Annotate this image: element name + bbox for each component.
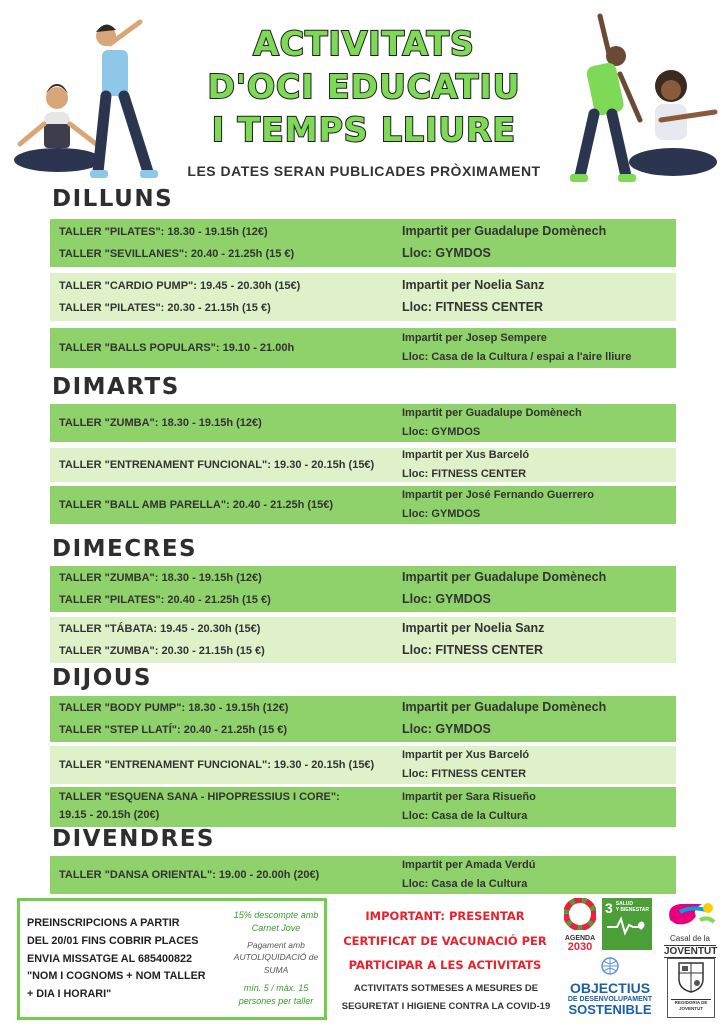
schedule-row	[50, 328, 676, 368]
municipal-crest-icon	[676, 961, 706, 993]
instructor: Impartit per Josep Sempere	[402, 331, 547, 344]
class-time: TALLER "ZUMBA": 20.30 - 21.15h (15 €)	[59, 645, 265, 657]
subtitle: LES DATES SERAN PUBLICADES PRÒXIMAMENT	[187, 163, 541, 179]
vaccination-notice	[333, 904, 557, 978]
instructor: Impartit per Noelia Sanz	[402, 621, 545, 636]
payment-note: Pagament amb AUTOLIQUIDACIÓ de SUMA	[233, 940, 319, 975]
casal-joventut-emblem-icon	[662, 898, 718, 930]
un-emblem-icon	[597, 956, 623, 976]
class-time: TALLER "ENTRENAMENT FUNCIONAL": 19.30 - 20.15h (15€)	[59, 759, 375, 771]
location: Lloc: FITNESS CENTER	[402, 300, 543, 314]
schedule-row	[50, 448, 676, 482]
instructor: Impartit per Guadalupe Domènech	[402, 406, 582, 419]
class-time: 19.15 - 20.15h (20€)	[59, 809, 160, 821]
class-time: TALLER "ZUMBA": 18.30 - 19.15h (12€)	[59, 417, 262, 429]
instructor: Impartit per Xus Barceló	[402, 748, 530, 761]
schedule-row	[50, 273, 676, 321]
location: Lloc: Casa de la Cultura	[402, 810, 528, 822]
location: Lloc: Casa de la Cultura / espai a l'aire lliure	[402, 351, 632, 363]
day-heading-dijous: DIJOUS	[52, 665, 153, 691]
location: Lloc: GYMDOS	[402, 722, 491, 736]
stretching-woman-illustration	[625, 64, 725, 184]
class-time: TALLER "PILATES": 20.40 - 21.25h (15 €)	[59, 594, 271, 606]
prereg-line: ENVIA MISSATGE AL 685400822	[27, 952, 193, 965]
casal-label: Casal de la	[669, 934, 711, 943]
instructor: Impartit per Guadalupe Domènech	[402, 700, 607, 715]
sdg3-subtitle: Y BIENESTAR	[615, 907, 649, 913]
covid-notice	[335, 980, 557, 1016]
notice-line: CERTIFICAT DE VACUNACIÓ PER	[343, 933, 547, 948]
header	[0, 0, 728, 185]
schedule-row	[50, 486, 676, 524]
casal-joventut-logo	[660, 898, 720, 957]
day-heading-divendres: DIVENDRES	[52, 826, 215, 852]
location: Lloc: GYMDOS	[402, 592, 491, 606]
preregistration-text	[27, 915, 227, 1004]
objectius-logo	[562, 956, 658, 1020]
day-heading-dimecres: DIMECRES	[52, 536, 198, 562]
location: Lloc: FITNESS CENTER	[402, 468, 527, 480]
class-time: TALLER "BODY PUMP": 18.30 - 19.15h (12€)	[59, 702, 289, 714]
covid-line: SEGURETAT I HIGIENE CONTRA LA COVID-19	[341, 1001, 551, 1013]
regidoria-joventut-label: JOVENTUT	[678, 1005, 703, 1011]
prereg-line: DEL 20/01 FINS COBRIR PLACES	[27, 934, 199, 947]
sdg-wheel-icon	[564, 898, 596, 930]
class-time: TALLER "CARDIO PUMP": 19.45 - 20.30h (15€)	[59, 280, 301, 292]
casal-joventut-label: JOVENTUT	[664, 946, 718, 957]
location: Lloc: GYMDOS	[402, 426, 481, 438]
agenda-2030-logo	[560, 898, 600, 952]
class-time: TALLER "TÁBATA: 19.45 - 20.30h (15€)	[59, 623, 261, 635]
sdg3-number: 3	[605, 900, 613, 916]
regidoria-logo	[667, 958, 715, 1018]
capacity-note: mín. 5 / màx. 15 persones per taller	[238, 983, 314, 1007]
class-time: TALLER "ENTRENAMENT FUNCIONAL": 19.30 - 20.15h (15€)	[59, 459, 375, 471]
prereg-line: PREINSCRIPCIONS A PARTIR	[27, 917, 180, 929]
class-time: TALLER "ESQUENA SANA - HIPOPRESSIUS I CORE":	[59, 791, 340, 804]
class-time: TALLER "PILATES": 18.30 - 19.15h (12€)	[59, 226, 268, 238]
class-time: TALLER "BALL AMB PARELLA": 20.40 - 21.25h (15€)	[59, 499, 334, 511]
instructor: Impartit per José Fernando Guerrero	[402, 488, 594, 501]
instructor: Impartit per Amada Verdú	[402, 858, 536, 871]
notice-line: PARTICIPAR A LES ACTIVITATS	[348, 958, 542, 973]
preregistration-box	[17, 898, 327, 1020]
day-heading-dimarts: DIMARTS	[52, 374, 180, 400]
objectius-label: OBJECTIUS	[569, 980, 651, 996]
instructor: Impartit per Noelia Sanz	[402, 278, 545, 293]
schedule-row	[50, 566, 676, 612]
class-time: TALLER "PILATES": 20.30 - 21.15h (15 €)	[59, 302, 271, 314]
location: Lloc: GYMDOS	[402, 508, 481, 520]
instructor: Impartit per Guadalupe Domènech	[402, 224, 607, 239]
schedule-row	[50, 746, 676, 784]
title-line-2: D'OCI EDUCATIU	[207, 67, 521, 106]
schedule-row	[50, 219, 676, 267]
covid-line: ACTIVITATS SOTMESES A MESURES DE	[353, 983, 539, 994]
class-time: TALLER "STEP LLATÍ": 20.40 - 21.25h (15 €)	[59, 724, 288, 736]
objectius-sub: DE DESENVOLUPAMENT	[567, 995, 653, 1003]
location: Lloc: FITNESS CENTER	[402, 768, 527, 780]
notice-line: IMPORTANT: PRESENTAR	[365, 909, 525, 923]
schedule-row	[50, 787, 676, 827]
agenda-year: 2030	[567, 941, 593, 953]
location: Lloc: FITNESS CENTER	[402, 643, 543, 657]
class-time: TALLER "SEVILLANES": 20.40 - 21.25h (15 €)	[59, 248, 295, 260]
title-line-1: ACTIVITATS	[253, 24, 475, 63]
stretching-man-illustration	[88, 14, 168, 184]
instructor: Impartit per Sara Risueño	[402, 790, 536, 803]
sostenible-label: SOSTENIBLE	[568, 1002, 652, 1018]
regidoria-label: REGIDORIA DE	[671, 999, 711, 1006]
class-time: TALLER "DANSA ORIENTAL": 19.00 - 20.00h (20€)	[59, 869, 320, 881]
location: Lloc: GYMDOS	[402, 246, 491, 260]
class-time: TALLER "ZUMBA": 18.30 - 19.15h (12€)	[59, 572, 262, 584]
location: Lloc: Casa de la Cultura	[402, 878, 528, 890]
heartbeat-icon	[605, 915, 647, 937]
prereg-line: "NOM I COGNOMS + NOM TALLER	[27, 970, 206, 983]
sdg3-title: SALUD	[615, 901, 634, 907]
pricing-notes	[228, 909, 324, 1008]
title-line-3: I TEMPS LLIURE	[211, 110, 517, 149]
instructor: Impartit per Xus Barceló	[402, 448, 530, 461]
prereg-line: + DIA I HORARI"	[27, 988, 112, 1001]
agenda-label: AGENDA	[564, 935, 596, 942]
sdg3-logo	[602, 898, 652, 950]
day-heading-dilluns: DILLUNS	[52, 186, 174, 212]
schedule-row	[50, 696, 676, 742]
discount-note: 15% descompte amb Carnet Jove	[233, 910, 319, 934]
schedule-row	[50, 617, 676, 663]
schedule-row	[50, 856, 676, 894]
instructor: Impartit per Guadalupe Domènech	[402, 570, 607, 585]
class-time: TALLER "BALLS POPULARS": 19.10 - 21.00h	[59, 342, 295, 354]
schedule-row	[50, 404, 676, 442]
